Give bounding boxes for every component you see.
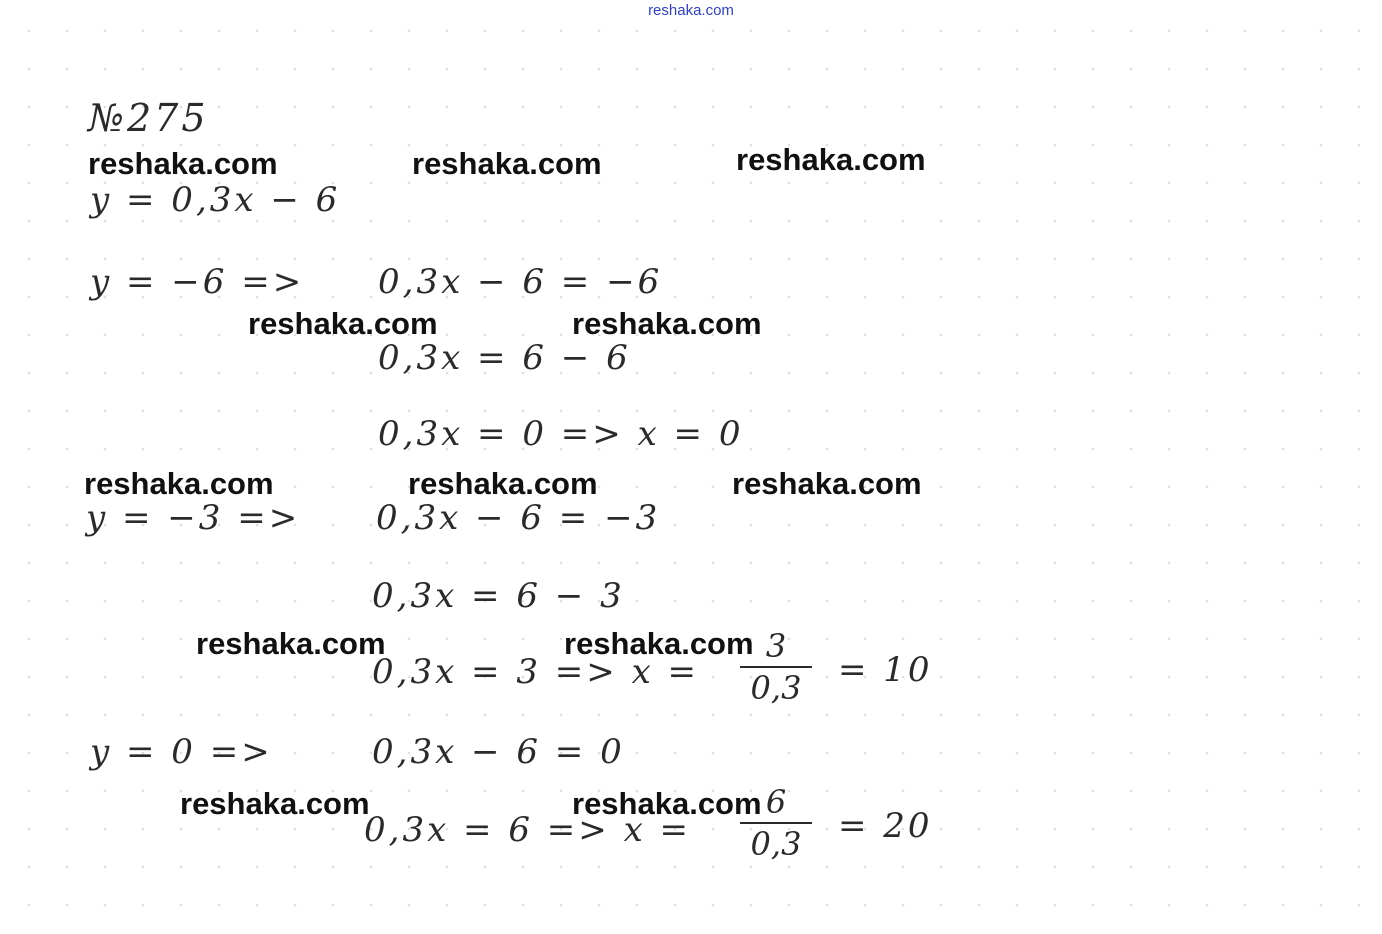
step2-line1: 0,3x − 6 = −3 — [376, 498, 661, 538]
step2-result: = 10 — [838, 650, 933, 690]
watermark: reshaka.com — [180, 786, 370, 821]
watermark: reshaka.com — [408, 466, 598, 501]
step1-premise: y = −6 => — [90, 262, 305, 302]
watermark: reshaka.com — [564, 626, 754, 661]
site-link[interactable]: reshaka.com — [648, 2, 734, 19]
step2-fraction-numerator: 3 — [765, 627, 787, 665]
task-equation: y = 0,3x − 6 — [90, 180, 341, 220]
task-number: №275 — [88, 96, 209, 140]
step3-result: = 20 — [838, 806, 933, 846]
step1-line3: 0,3x = 0 => x = 0 — [378, 414, 744, 454]
watermark: reshaka.com — [84, 466, 274, 501]
watermark: reshaka.com — [732, 466, 922, 501]
watermark: reshaka.com — [248, 306, 438, 341]
watermark: reshaka.com — [736, 142, 926, 177]
step2-line3: 0,3x = 3 => x = — [372, 652, 700, 692]
step2-premise: y = −3 => — [86, 498, 301, 538]
step2-fraction-denominator: 0,3 — [750, 669, 802, 707]
watermark: reshaka.com — [196, 626, 386, 661]
step3-line1: 0,3x − 6 = 0 — [372, 732, 625, 772]
watermark: reshaka.com — [572, 786, 762, 821]
step1-line1: 0,3x − 6 = −6 — [378, 262, 663, 302]
watermark: reshaka.com — [572, 306, 762, 341]
watermark: reshaka.com — [412, 146, 602, 181]
step3-line2: 0,3x = 6 => x = — [364, 810, 692, 850]
step3-premise: y = 0 => — [90, 732, 273, 772]
step2-line2: 0,3x = 6 − 3 — [372, 576, 625, 616]
step3-fraction-denominator: 0,3 — [750, 825, 802, 863]
watermark: reshaka.com — [88, 146, 278, 181]
step3-fraction-numerator: 6 — [765, 783, 787, 821]
step1-line2: 0,3x = 6 − 6 — [378, 338, 631, 378]
